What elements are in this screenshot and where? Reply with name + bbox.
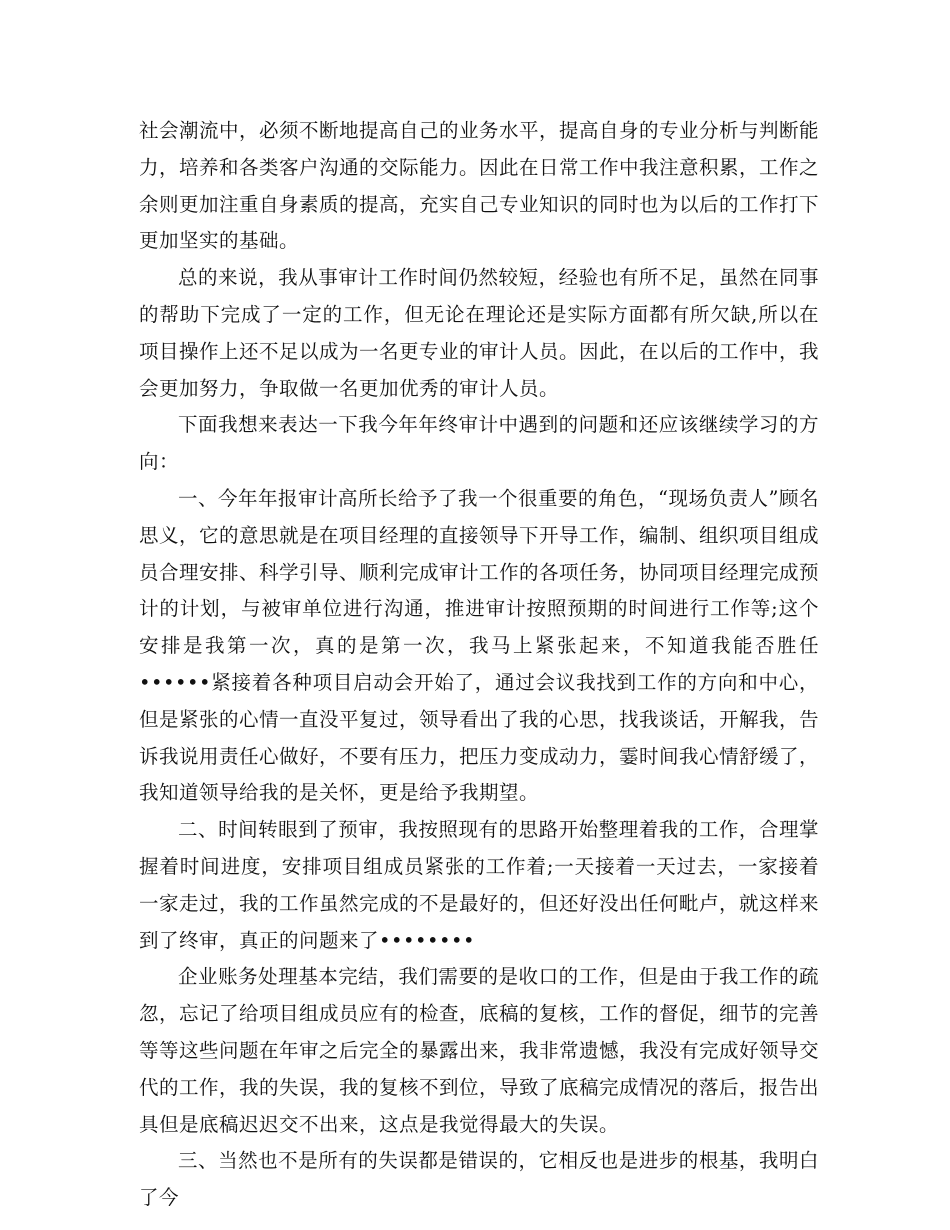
paragraph-continuation: 社会潮流中，必须不断地提高自己的业务水平，提高自身的专业分析与判断能力，培养和各类客户沟通的交际能力。因此在日常工作中我注意积累，工作之余则更加注重自身素质的提高，充实自己专业知识的同时也为以后的工作打下更加坚实的基础。 bbox=[139, 119, 820, 253]
paragraph-summary: 总的来说，我从事审计工作时间仍然较短，经验也有所不足，虽然在同事的帮助下完成了一定的工作，但无论在理论还是实际方面都有所欠缺,所以在项目操作上还不足以成为一名更专业的审计人员。因此，在以后的工作中，我会更加努力，争取做一名更加优秀的审计人员。 bbox=[139, 266, 820, 400]
paragraph-intro: 下面我想来表达一下我今年年终审计中遇到的问题和还应该继续学习的方向： bbox=[139, 413, 819, 474]
paragraph-point-two: 二、时间转眼到了预审，我按照现有的思路开始整理着我的工作，合理掌握着时间进度，安排项目组成员紧张的工作着;一天接着一天过去，一家接着一家走过，我的工作虽然完成的不是最好的，但还好没出任何毗卢，就这样来到了终审，真正的问题来了•••••••• bbox=[139, 818, 820, 952]
paragraph-accounts: 企业账务处理基本完结，我们需要的是收口的工作，但是由于我工作的疏忽，忘记了给项目组成员应有的检查，底稿的复核，工作的督促，细节的完善等等这些问题在年审之后完全的暴露出来，我非常遗憾，我没有完成好领导交代的工作，我的失误，我的复核不到位，导致了底稿完成情况的落后，报告出具但是底稿迟迟交不出来，这点是我觉得最大的失误。 bbox=[139, 965, 820, 1136]
paragraph-point-one: 一、今年年报审计高所长给予了我一个很重要的角色，“现场负责人”顾名思义，它的意思就是在项目经理的直接领导下开导工作，编制、组织项目组成员合理安排、科学引导、顺利完成审计工作的各项任务，协同项目经理完成预计的计划，与被审单位进行沟通，推进审计按照预期的时间进行工作等;这个安排是我第一次，真的是第一次，我马上紧张起来，不知道我能否胜任••••••紧接着各种项目启动会开始了，通过会议我找到工作的方向和中心，但是紧张的心情一直没平复过，领导看出了我的心思，找我谈话，开解我，告诉我说用责任心做好，不要有压力，把压力变成动力，霎时间我心情舒缓了，我知道领导给我的是关怀，更是给予我期望。 bbox=[139, 486, 820, 805]
document-body bbox=[139, 113, 819, 1217]
paragraph-point-three: 三、当然也不是所有的失误都是错误的，它相反也是进步的根基，我明白了今 bbox=[139, 1149, 819, 1210]
